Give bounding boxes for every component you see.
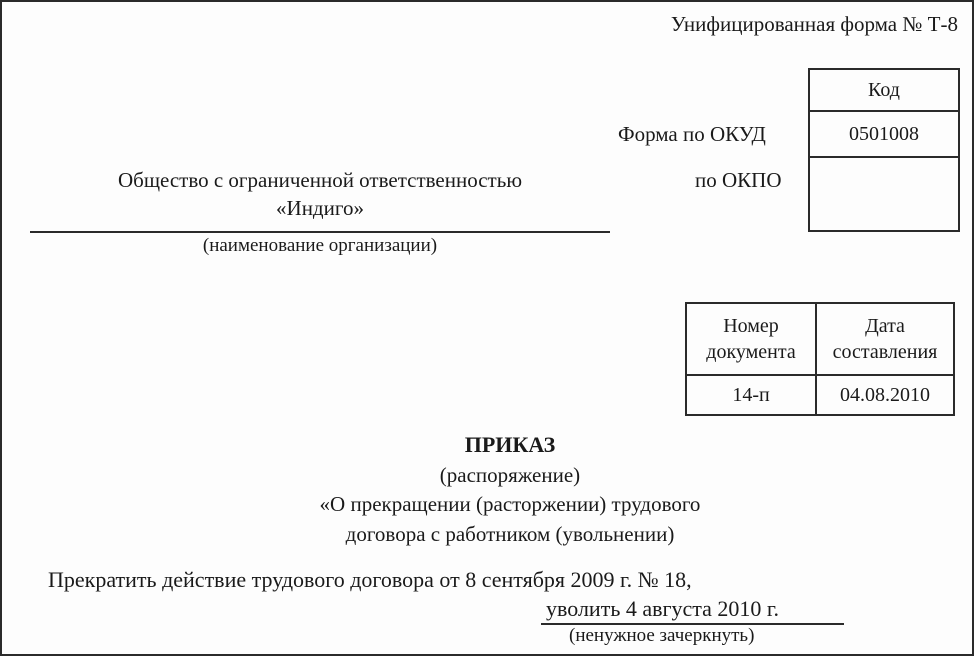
document-date-header xyxy=(816,303,954,375)
okpo-label: по ОКПО xyxy=(695,168,782,192)
order-subject-line1: «О прекращении (расторжении) трудового xyxy=(319,492,701,516)
document-number-header-line2: документа xyxy=(706,341,796,363)
organization-caption: (наименование организации) xyxy=(202,235,438,256)
order-title: ПРИКАЗ xyxy=(464,432,556,457)
order-subtitle: (распоряжение) xyxy=(439,463,581,487)
document-date-header-line1: Дата xyxy=(865,315,905,337)
document-number-header xyxy=(686,303,816,375)
document-number-value: 14-п xyxy=(686,375,816,415)
organization-underline xyxy=(30,231,610,233)
organization-name-line2: «Индиго» xyxy=(276,196,364,220)
okud-code: 0501008 xyxy=(809,111,959,157)
document-date-value: 04.08.2010 xyxy=(816,375,954,415)
unified-form-title: Унифицированная форма № Т-8 xyxy=(670,12,958,36)
document-date-header-line2: составления xyxy=(832,341,938,363)
okpo-code xyxy=(809,157,959,231)
strike-note: (ненужное зачеркнуть) xyxy=(569,625,755,646)
dismiss-text: уволить 4 августа 2010 г. xyxy=(546,596,779,621)
document-number-header-line1: Номер xyxy=(723,315,779,337)
okud-label: Форма по ОКУД xyxy=(618,122,766,146)
order-subject-line2: договора с работником (увольнении) xyxy=(345,522,675,546)
code-table xyxy=(808,68,960,232)
terminate-contract-text: Прекратить действие трудового договора от 8 сентября 2009 г. № 18, xyxy=(48,567,692,592)
organization-name-line1: Общество с ограниченной ответственностью xyxy=(117,168,523,192)
code-header: Код xyxy=(809,69,959,111)
document-number-date-table xyxy=(685,302,955,416)
